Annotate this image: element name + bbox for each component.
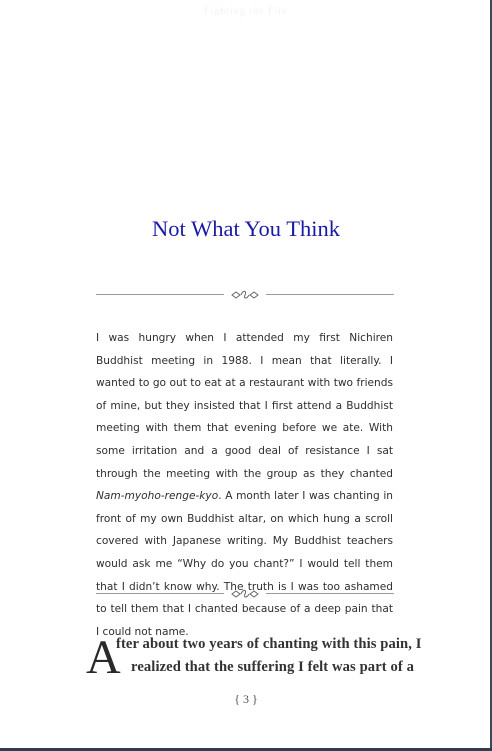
body-text-end: . A month later I was chanting in front of my own Buddhist altar, on which hung a scroll covered with Japanese writing. My Buddhist teachers would ask me “Why do you chant?” I would tell them that I didn’t know why. The truth is I was too ashamed to tell them that I chanted because of a deep pain that I could not name. [96, 490, 393, 638]
divider-line-left [96, 294, 224, 295]
drop-cap-initial: A [86, 631, 121, 684]
ornament-divider-top [96, 287, 394, 303]
ornament-divider-bottom [96, 586, 394, 602]
page-number: { 3 } [234, 692, 258, 706]
chapter-title: Not What You Think [152, 216, 340, 241]
divider-line-right [266, 294, 394, 295]
mantra-italic: Nam-myoho-renge-kyo [96, 490, 219, 503]
body-text-start: I was hungry when I attended my first Nichiren Buddhist meeting in 1988. I mean that literally. I wanted to go out to eat at a restaurant with two friends of mine, but they insisted that I first attend a Buddhist meeting with them that evening before we ate. With some irritation and a good deal of resistance I sat through the meeting with the group as they chanted [96, 332, 393, 480]
dropcap-line-2: realized that the suffering I felt was part of a [131, 659, 414, 675]
dropcap-line-1: fter about two years of chanting with this pain, I [116, 636, 422, 652]
flourish-icon [229, 287, 261, 303]
flourish-icon [229, 586, 261, 602]
divider-line-left [96, 593, 224, 594]
running-head: Fighting the Fire [203, 6, 289, 17]
divider-line-right [266, 593, 394, 594]
